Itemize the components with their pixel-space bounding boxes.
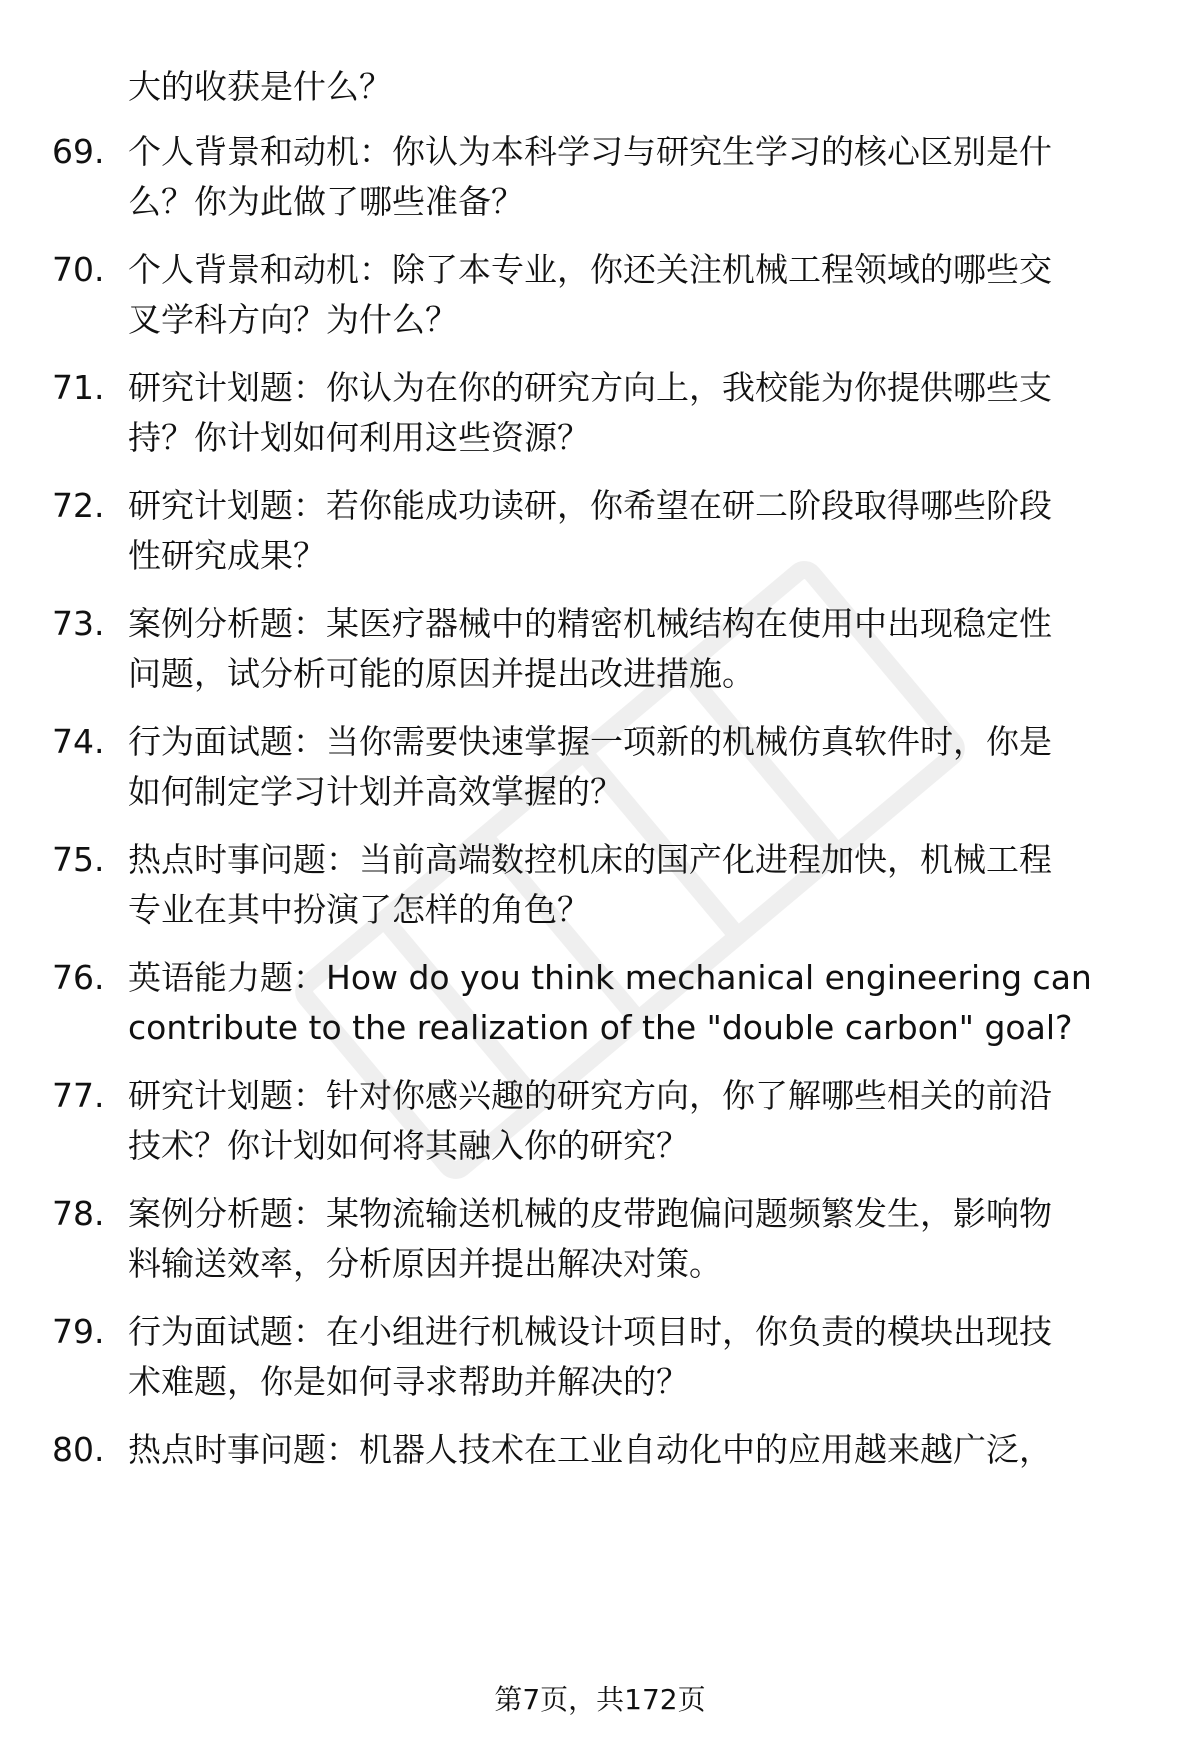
question-line: 案例分析题：某医疗器械中的精密机械结构在使用中出现稳定性 xyxy=(128,604,1052,643)
question-number: 79. xyxy=(52,1312,105,1351)
question-number: 77. xyxy=(52,1076,105,1115)
question-line: 性研究成果？ xyxy=(128,536,326,575)
question-text xyxy=(128,245,1148,345)
question-line: 研究计划题：针对你感兴趣的研究方向，你了解哪些相关的前沿 xyxy=(128,1076,1052,1115)
question-line: 个人背景和动机：你认为本科学习与研究生学习的核心区别是什 xyxy=(128,132,1052,171)
question-line: 么？你为此做了哪些准备？ xyxy=(128,182,524,221)
question-line: 料输送效率，分析原因并提出解决对策。 xyxy=(128,1244,722,1283)
question-number: 72. xyxy=(52,486,105,525)
question-line: 术难题，你是如何寻求帮助并解决的？ xyxy=(128,1362,689,1401)
question-line: 个人背景和动机：除了本专业，你还关注机械工程领域的哪些交 xyxy=(128,250,1052,289)
question-number: 75. xyxy=(52,840,105,879)
question-line: 专业在其中扮演了怎样的角色？ xyxy=(128,890,590,929)
question-text xyxy=(128,835,1148,935)
question-line: 技术？你计划如何将其融入你的研究？ xyxy=(128,1126,689,1165)
question-text xyxy=(128,1189,1148,1289)
question-number: 80. xyxy=(52,1430,105,1469)
question-text xyxy=(128,599,1148,699)
question-line: 问题，试分析可能的原因并提出改进措施。 xyxy=(128,654,755,693)
continuation-text: 大的收获是什么？ xyxy=(128,67,392,106)
question-line: 持？你计划如何利用这些资源？ xyxy=(128,418,590,457)
question-number: 74. xyxy=(52,722,105,761)
question-line: contribute to the realization of the "double carbon" goal? xyxy=(128,1008,1073,1047)
question-number: 73. xyxy=(52,604,105,643)
page-footer: 第7页，共172页 xyxy=(494,1683,706,1716)
question-line: 叉学科方向？为什么？ xyxy=(128,300,458,339)
question-number: 71. xyxy=(52,368,105,407)
question-line: 热点时事问题：机器人技术在工业自动化中的应用越来越广泛， xyxy=(128,1430,1052,1469)
question-text xyxy=(128,127,1148,227)
question-line: 研究计划题：你认为在你的研究方向上，我校能为你提供哪些支 xyxy=(128,368,1052,407)
question-line: 行为面试题：在小组进行机械设计项目时，你负责的模块出现技 xyxy=(128,1312,1052,1351)
question-text xyxy=(128,1307,1148,1407)
question-text xyxy=(128,481,1148,581)
question-text xyxy=(128,717,1148,817)
question-number: 70. xyxy=(52,250,105,289)
question-line: 热点时事问题：当前高端数控机床的国产化进程加快，机械工程 xyxy=(128,840,1052,879)
question-number: 69. xyxy=(52,132,105,171)
question-text xyxy=(128,1425,1148,1475)
question-number: 76. xyxy=(52,958,105,997)
question-number: 78. xyxy=(52,1194,105,1233)
question-line: 研究计划题：若你能成功读研，你希望在研二阶段取得哪些阶段 xyxy=(128,486,1052,525)
question-line: 如何制定学习计划并高效掌握的？ xyxy=(128,772,623,811)
question-line: 行为面试题：当你需要快速掌握一项新的机械仿真软件时，你是 xyxy=(128,722,1052,761)
question-text xyxy=(128,363,1148,463)
question-line: 案例分析题：某物流输送机械的皮带跑偏问题频繁发生，影响物 xyxy=(128,1194,1052,1233)
question-line: 英语能力题：How do you think mechanical engineering can xyxy=(128,958,1092,997)
question-text xyxy=(128,1071,1148,1171)
question-text xyxy=(128,953,1148,1053)
